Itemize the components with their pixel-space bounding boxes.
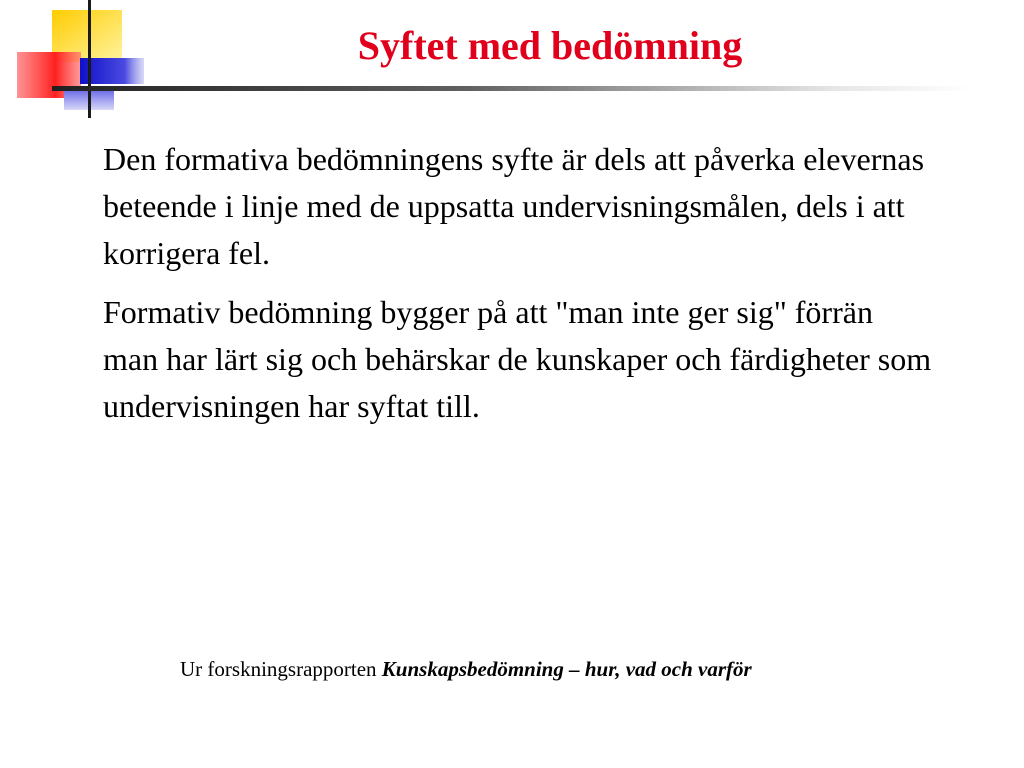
source-citation [180, 654, 752, 684]
body-paragraph-2: Formativ bedömning bygger på att "man inte ger sig" förrän man har lärt sig och behärskar de kunskaper och färdigheter som undervisningen har syftat till. [103, 294, 932, 424]
body-paragraph-1: Den formativa bedömningens syfte är dels att påverka elevernas beteende i linje med de uppsatta undervisningsmålen, dels i att korrigera fel. [103, 141, 925, 271]
title-divider [52, 86, 972, 91]
colored-squares-crosshair-logo [0, 0, 180, 130]
vertical-line [88, 0, 91, 118]
source-prefix: Ur forskningsrapporten [180, 657, 382, 681]
slide-body [103, 136, 933, 442]
source-work-title: Kunskapsbedömning – hur, vad och varför [381, 657, 752, 681]
slide-title: Syftet med bedömning [357, 23, 743, 68]
